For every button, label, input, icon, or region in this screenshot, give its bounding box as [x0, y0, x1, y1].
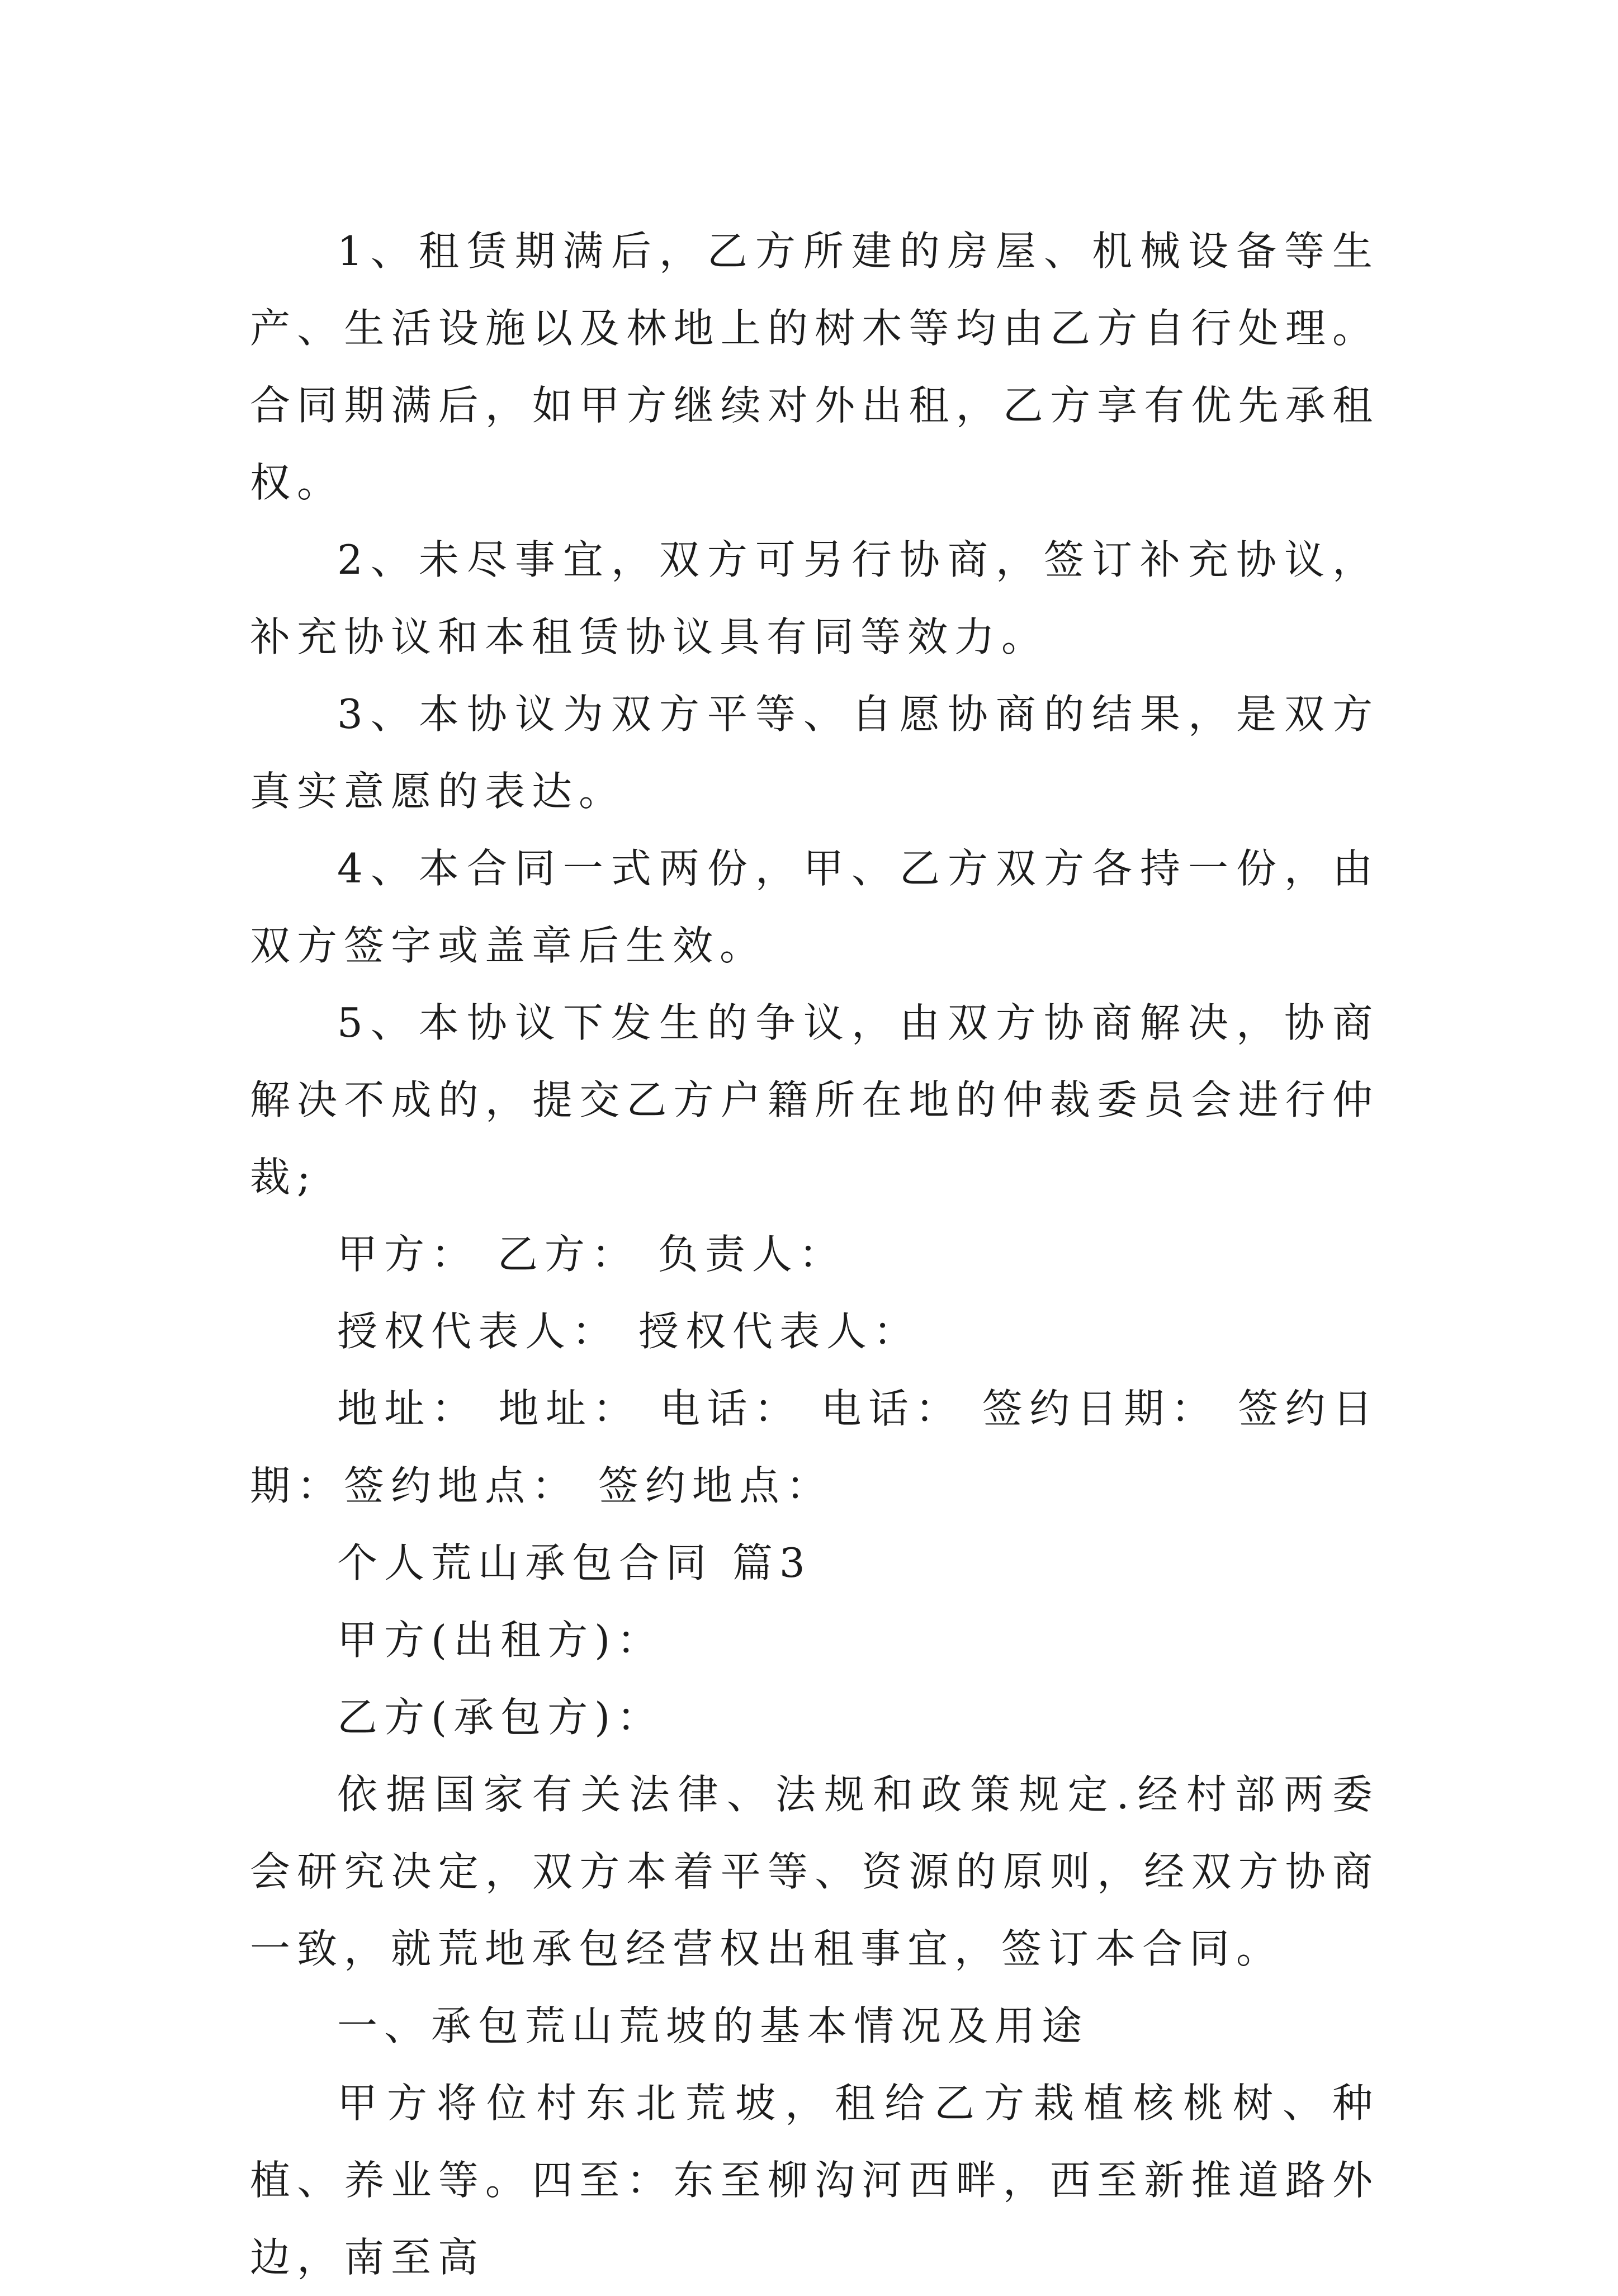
clause-5: 5、本协议下发生的争议，由双方协商解决，协商解决不成的，提交乙方户籍所在地的仲裁委员会进行仲裁;: [250, 999, 1379, 1201]
signature-representatives: 授权代表人： 授权代表人：: [337, 1308, 920, 1355]
article-1-body: 甲方将位村东北荒坡，租给乙方栽植核桃树、种植、养业等。四至：东至柳沟河西畔，西至新推道路外边，南至高: [250, 2080, 1379, 2281]
clause-4: 4、本合同一式两份，甲、乙方双方各持一份，由双方签字或盖章后生效。: [250, 845, 1379, 969]
party-a: 甲方(出租方)：: [337, 1617, 664, 1664]
clause-2: 2、未尽事宜，双方可另行协商，签订补充协议，补充协议和本租赁协议具有同等效力。: [250, 536, 1379, 660]
clause-3: 3、本协议为双方平等、自愿协商的结果，是双方真实意愿的表达。: [250, 691, 1379, 815]
document-page: [250, 212, 1379, 2296]
party-b: 乙方(承包方)：: [337, 1694, 664, 1741]
clause-1: 1、租赁期满后，乙方所建的房屋、机械设备等生产、生活设施以及林地上的树木等均由乙方自行处理。合同期满后，如甲方继续对外出租，乙方享有优先承租权。: [250, 228, 1379, 506]
signature-details: 地址： 地址： 电话： 电话： 签约日期： 签约日期：签约地点： 签约地点：: [250, 1385, 1379, 1509]
section-heading: 个人荒山承包合同 篇3: [337, 1539, 812, 1586]
signature-parties: 甲方： 乙方： 负责人：: [337, 1231, 846, 1278]
article-1-heading: 一、承包荒山荒坡的基本情况及用途: [337, 2002, 1089, 2049]
preamble: 依据国家有关法律、法规和政策规定.经村部两委会研究决定，双方本着平等、资源的原则，经双方协商一致，就荒地承包经营权出租事宜，签订本合同。: [250, 1771, 1379, 1972]
